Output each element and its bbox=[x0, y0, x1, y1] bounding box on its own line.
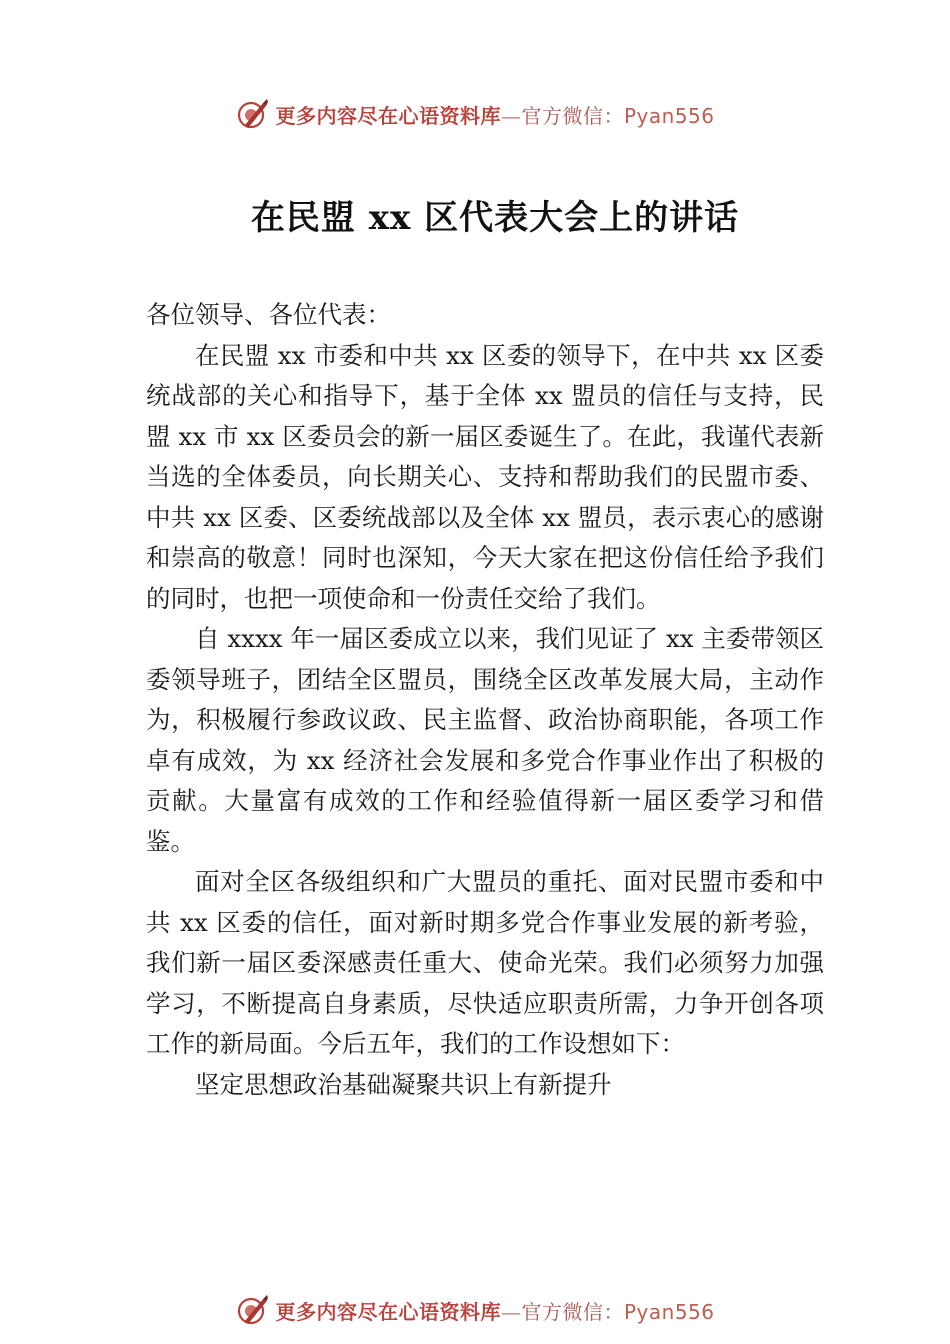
pen-seal-icon bbox=[235, 97, 269, 131]
pen-seal-icon bbox=[235, 1293, 269, 1327]
banner-wechat-id: Pyan556 bbox=[623, 103, 715, 128]
header-watermark-banner bbox=[0, 94, 950, 134]
paragraph-2: 自 xxxx 年一届区委成立以来，我们见证了 xx 主委带领区委领导班子，团结全区盟员，围绕全区改革发展大局，主动作为，积极履行参政议政、民主监督、政治协商职能，各项工作卓有成效，为 xx 经济社会发展和多党合作事业作出了积极的贡献。大量富有成效的工作和经验值得新一届区委学习和借鉴。 bbox=[146, 624, 824, 856]
footer-watermark-banner bbox=[0, 1290, 950, 1330]
paragraph-1: 在民盟 xx 市委和中共 xx 区委的领导下，在中共 xx 区委统战部的关心和指导下，基于全体 xx 盟员的信任与支持，民盟 xx 市 xx 区委员会的新一届区委诞生了。在此，我谨代表新当选的全体委员，向长期关心、支持和帮助我们的民盟市委、中共 xx 区委、区委统战部以及全体 xx 盟员，表示衷心的感谢和崇高的敬意！同时也深知，今天大家在把这份信任给予我们的同时，也把一项使命和一份责任交给了我们。 bbox=[146, 340, 824, 613]
banner-text bbox=[275, 1296, 714, 1325]
document-body bbox=[146, 295, 824, 1105]
banner-text bbox=[275, 100, 714, 129]
banner-label: 官方微信： bbox=[521, 103, 624, 128]
document-title: 在民盟 xx 区代表大会上的讲话 bbox=[250, 198, 740, 238]
banner-main-text: 更多内容尽在心语资料库 bbox=[275, 103, 501, 128]
paragraph-4-heading: 坚定思想政治基础凝聚共识上有新提升 bbox=[195, 1069, 612, 1099]
greeting: 各位领导、各位代表： bbox=[146, 300, 391, 329]
banner-dash: — bbox=[500, 1299, 522, 1324]
paragraph-3: 面对全区各级组织和广大盟员的重托、面对民盟市委和中共 xx 区委的信任，面对新时期多党合作事业发展的新考验，我们新一届区委深感责任重大、使命光荣。我们必须努力加强学习，不断提高自身素质，尽快适应职责所需，力争开创各项工作的新局面。今后五年，我们的工作设想如下： bbox=[146, 867, 824, 1058]
banner-wechat-id: Pyan556 bbox=[623, 1299, 715, 1324]
banner-dash: — bbox=[500, 103, 522, 128]
banner-label: 官方微信： bbox=[521, 1299, 624, 1324]
banner-main-text: 更多内容尽在心语资料库 bbox=[275, 1299, 501, 1324]
